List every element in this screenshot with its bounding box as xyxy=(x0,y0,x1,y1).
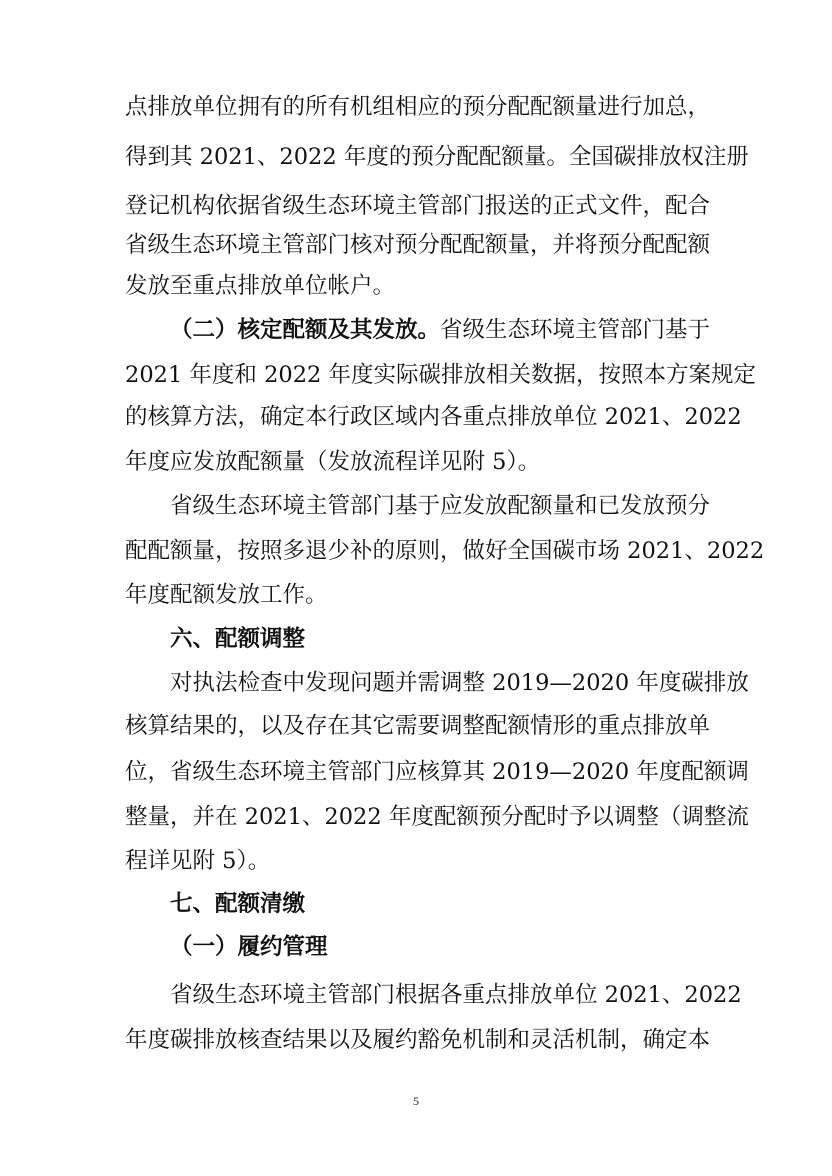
paragraph-line: 点排放单位拥有的所有机组相应的预分配配额量进行加总， xyxy=(125,94,711,120)
paragraph-line: 省级生态环境主管部门根据各重点排放单位 2021、2022 xyxy=(170,982,742,1008)
paragraph-line: 年度配额发放工作。 xyxy=(125,582,328,608)
paragraph-line: 年度碳排放核查结果以及履约豁免机制和灵活机制，确定本 xyxy=(125,1027,711,1053)
paragraph-line: 2021 年度和 2022 年度实际碳排放相关数据，按照本方案规定 xyxy=(125,362,756,388)
subsection-heading: （二）核定配额及其发放。 xyxy=(170,317,441,343)
paragraph-line: 整量，并在 2021、2022 年度配额预分配时予以调整（调整流 xyxy=(125,804,749,830)
paragraph-line: 发放至重点排放单位帐户。 xyxy=(125,273,396,299)
section-heading: 六、配额调整 xyxy=(170,626,306,652)
paragraph-line: 位，省级生态环境主管部门应核算其 2019—2020 年度配额调 xyxy=(125,759,749,785)
paragraph-line: 对执法检查中发现问题并需调整 2019—2020 年度碳排放 xyxy=(170,670,749,696)
paragraph-line: 省级生态环境主管部门核对预分配配额量，并将预分配配额 xyxy=(125,232,711,258)
paragraph-line: 的核算方法，确定本行政区域内各重点排放单位 2021、2022 xyxy=(125,404,742,430)
paragraph-line: 登记机构依据省级生态环境主管部门报送的正式文件，配合 xyxy=(125,193,711,219)
paragraph-text: 省级生态环境主管部门基于 xyxy=(440,317,711,343)
page-number: 5 xyxy=(413,1094,419,1108)
subsection-heading: （一）履约管理 xyxy=(170,934,328,960)
section-heading-line xyxy=(170,310,709,350)
paragraph-line: 程详见附 5）。 xyxy=(125,848,271,874)
paragraph-line: 得到其 2021、2022 年度的预分配配额量。全国碳排放权注册 xyxy=(125,144,749,170)
paragraph-line: 配配额量，按照多退少补的原则，做好全国碳市场 2021、2022 xyxy=(125,538,765,564)
paragraph-line: 省级生态环境主管部门基于应发放配额量和已发放预分 xyxy=(170,493,711,519)
paragraph-line: 核算结果的，以及存在其它需要调整配额情形的重点排放单 xyxy=(125,713,711,739)
section-heading: 七、配额清缴 xyxy=(170,891,306,917)
paragraph-line: 年度应发放配额量（发放流程详见附 5）。 xyxy=(125,449,541,475)
